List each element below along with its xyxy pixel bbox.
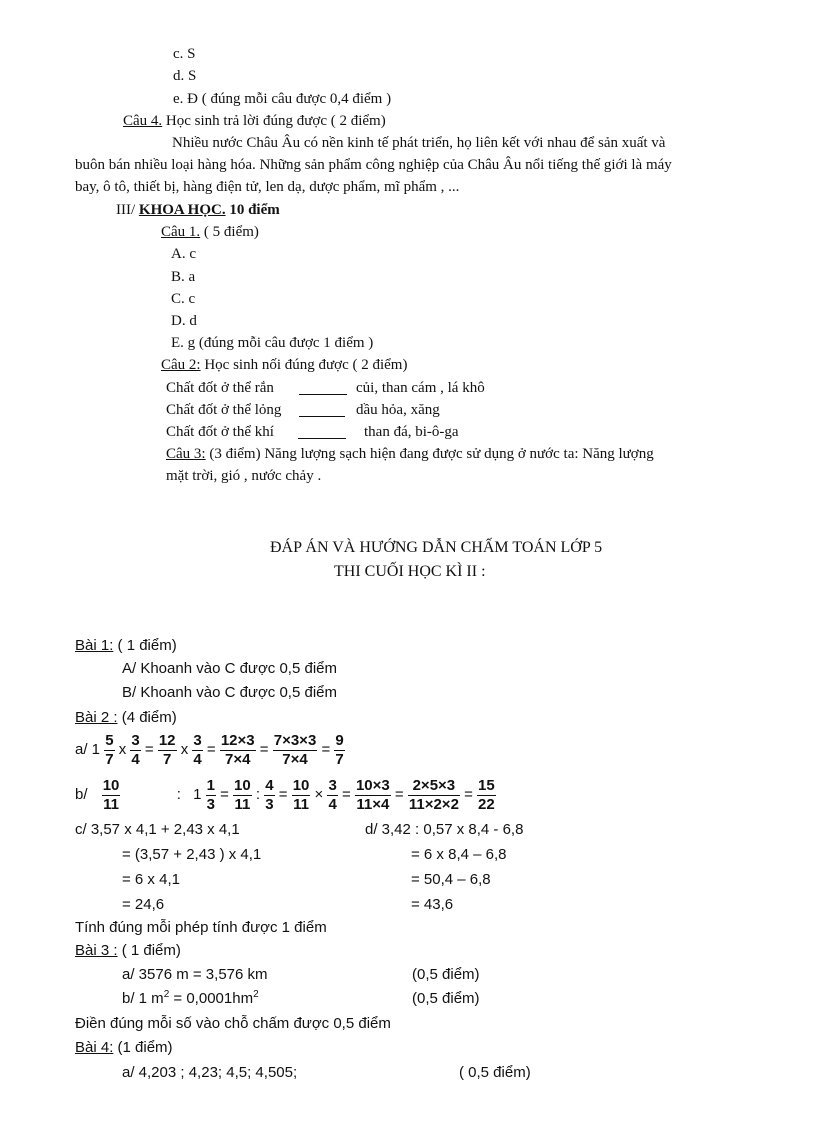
numerator: 4 [265,776,274,794]
denominator: 7 [335,750,344,768]
equals-sign: = [220,786,234,803]
match-gas: than đá, bi-ô-ga [364,424,459,440]
bai4-points-right: ( 0,5 điểm) [459,1064,531,1081]
bai3-b [122,989,259,1009]
science-heading [116,200,280,220]
answer-d: d. S [173,68,197,84]
science-answer-d: D. d [171,313,197,329]
superscript: 2 [163,989,170,1000]
numerator: 12 [158,731,176,749]
divide-sign: : [176,786,181,803]
equals-sign: = [259,741,273,758]
science-points: 10 điểm [225,202,280,218]
mixed-whole: 1 [193,786,202,803]
science-answer-b: B. a [171,269,196,285]
denominator: 3 [265,795,274,813]
fraction-3-4b [192,732,202,769]
fraction-5-7 [104,732,114,769]
fuel-gas: Chất đốt ở thể khí [166,424,274,440]
calc-c-3: = 6 x 4,1 [122,871,180,888]
superscript: 2 [253,989,259,1000]
numerator: 10 [292,776,310,794]
bai3-b-points: (0,5 điểm) [412,990,480,1007]
science-cau1 [161,222,259,242]
science-answer-c: C. c [171,291,196,307]
science-cau1-label: Câu 1. [161,224,201,240]
fraction-3-4c [327,777,337,814]
math-heading-1: ĐÁP ÁN VÀ HƯỚNG DẪN CHẤM TOÁN LỚP 5 [270,539,603,556]
paragraph-line-1: Nhiều nước Châu Âu có nền kinh tế phát triển, họ liên kết với nhau để sản xuất và [172,135,666,151]
science-title: KHOA HỌC. [138,202,226,218]
numerator: 10 [234,776,251,794]
numerator: 12×3 [220,731,255,749]
bai1-a: A/ Khoanh vào C được 0,5 điểm [122,660,337,677]
denominator: 7 [163,750,172,768]
bai2-points: (4 điểm) [117,709,177,726]
bai1-b: B/ Khoanh vào C được 0,5 điểm [122,684,337,701]
fraction-1-3 [206,777,216,814]
numerator: 2×5×3 [408,777,460,796]
bai3-b-pre: b/ 1 m [122,990,164,1007]
fraction-10-11c [292,777,311,814]
bai2-a-row [75,728,345,772]
fraction-4-3 [264,777,274,814]
science-answer-a: A. c [171,246,196,262]
b-label: b/ [75,786,88,803]
fraction-7x3x3-7x4 [273,732,318,769]
equals-sign: = [144,741,158,758]
times-sign: x [180,741,193,758]
numerator: 3 [193,731,202,749]
bai3-label: Bài 3 : [75,942,118,959]
fuel-liquid: Chất đốt ở thể lỏng [166,402,282,418]
numerator: 9 [335,731,344,749]
bai3-a-points: (0,5 điểm) [412,966,480,983]
science-answer-e: E. g (đúng mỗi câu được 1 điểm ) [171,335,374,351]
denominator: 11 [103,795,119,813]
bai2-label: Bài 2 : [75,709,118,726]
denominator: 11×2×2 [408,795,459,813]
bai3 [75,941,181,961]
bai4 [75,1038,173,1058]
calc-d-4: = 43,6 [411,896,454,913]
math-heading-2: THI CUỐI HỌC KÌ II : [334,563,486,580]
bai1-points: ( 1 điểm) [113,637,177,654]
match-liquid: dầu hỏa, xăng [356,402,440,418]
fuel-solid: Chất đốt ở thể rắn [166,380,274,396]
science-cau2-label: Câu 2: [161,357,201,373]
calc-d-3: = 50,4 – 6,8 [411,871,491,888]
equals-sign: = [206,741,220,758]
calc-c-2: = (3,57 + 2,43 ) x 4,1 [122,846,262,863]
fraction-12x3-7x4 [220,732,256,769]
match-line-gas [298,424,346,439]
denominator: 7 [105,750,114,768]
denominator: 22 [478,795,495,813]
equals-sign: = [394,786,408,803]
cau4-label: Câu 4. [123,113,163,129]
science-cau3-label: Câu 3: [166,446,206,462]
bai4-label: Bài 4: [75,1039,114,1056]
calc-d-2: = 6 x 8,4 – 6,8 [411,846,507,863]
match-line-liquid [299,402,345,417]
times-sign: x [118,741,131,758]
bai3-b-mid: = 0,0001hm [169,990,254,1007]
fraction-12-7 [158,732,177,769]
science-cau3-text: (3 điểm) Năng lượng sạch hiện đang được sử dụng ở nước ta: Năng lượng [205,446,654,462]
bai3-points: ( 1 điểm) [117,942,181,959]
denominator: 4 [193,750,202,768]
fraction-2x5x3-11x2x2 [408,777,460,814]
numerator: 7×3×3 [273,731,317,749]
numerator: 5 [105,731,114,749]
divide-sign: : [255,786,261,803]
calc-d-1: d/ 3,42 : 0,57 x 8,4 - 6,8 [365,821,524,838]
bai2-b-row [75,773,496,817]
science-prefix: III/ [116,202,139,218]
paragraph-line-3: bay, ô tô, thiết bị, hàng điện tử, len dạ, dược phẩm, mĩ phẩm , ... [75,179,460,195]
bai3-a: a/ 3576 m = 3,576 km [122,966,268,983]
answer-e: e. Đ ( đúng mỗi câu được 0,4 điểm ) [173,91,392,107]
numerator: 1 [206,776,215,794]
answer-c: c. S [173,46,196,62]
science-cau2-text: Học sinh nối đúng được ( 2 điểm) [200,357,408,373]
fraction-10x3-11x4 [355,777,391,814]
denominator: 7×4 [225,750,251,768]
denominator: 4 [328,795,337,813]
numerator: 3 [131,731,140,749]
numerator: 10×3 [355,776,390,794]
denominator: 7×4 [282,750,308,768]
match-solid: củi, than cám , lá khô [356,380,485,396]
denominator: 4 [131,750,140,768]
denominator: 11 [293,795,309,813]
calc-c-1: c/ 3,57 x 4,1 + 2,43 x 4,1 [75,821,240,838]
bai4-points: (1 điểm) [113,1039,173,1056]
bai1-label: Bài 1: [75,637,114,654]
numerator: 3 [328,776,337,794]
fraction-10-11 [102,777,121,814]
cau4-line [123,111,386,131]
a-label: a/ 1 [75,741,101,758]
fraction-9-7 [334,732,344,769]
paragraph-line-2: buôn bán nhiều loại hàng hóa. Những sản phẩm công nghiệp của Châu Âu nổi tiếng thế giới là máy [75,157,672,173]
equals-sign: = [464,786,478,803]
science-cau3-cont: mặt trời, gió , nước chảy . [166,468,322,484]
numerator: 15 [478,776,495,794]
denominator: 3 [206,795,215,813]
numerator: 10 [102,776,120,794]
bai4-a: a/ 4,203 ; 4,23; 4,5; 4,505; [122,1064,298,1081]
science-cau3 [166,444,654,464]
cau4-text: Học sinh trả lời đúng được ( 2 điểm) [162,113,386,129]
times-sign: × [314,786,324,803]
equals-sign: = [321,741,335,758]
science-cau2 [161,355,407,375]
equals-sign: = [342,786,355,803]
fraction-10-11b [233,777,252,814]
bai2-note: Tính đúng mỗi phép tính được 1 điểm [75,919,327,936]
bai2 [75,708,177,728]
denominator: 11×4 [356,795,390,813]
equals-sign: = [278,786,292,803]
bai3-note: Điền đúng mỗi số vào chỗ chấm được 0,5 điểm [75,1015,391,1032]
fraction-3-4 [130,732,140,769]
calc-c-4: = 24,6 [122,896,165,913]
science-cau1-points: ( 5 điểm) [200,224,259,240]
fraction-15-22 [477,777,496,814]
denominator: 11 [234,795,251,813]
match-line-solid [299,380,347,395]
bai1 [75,636,177,656]
